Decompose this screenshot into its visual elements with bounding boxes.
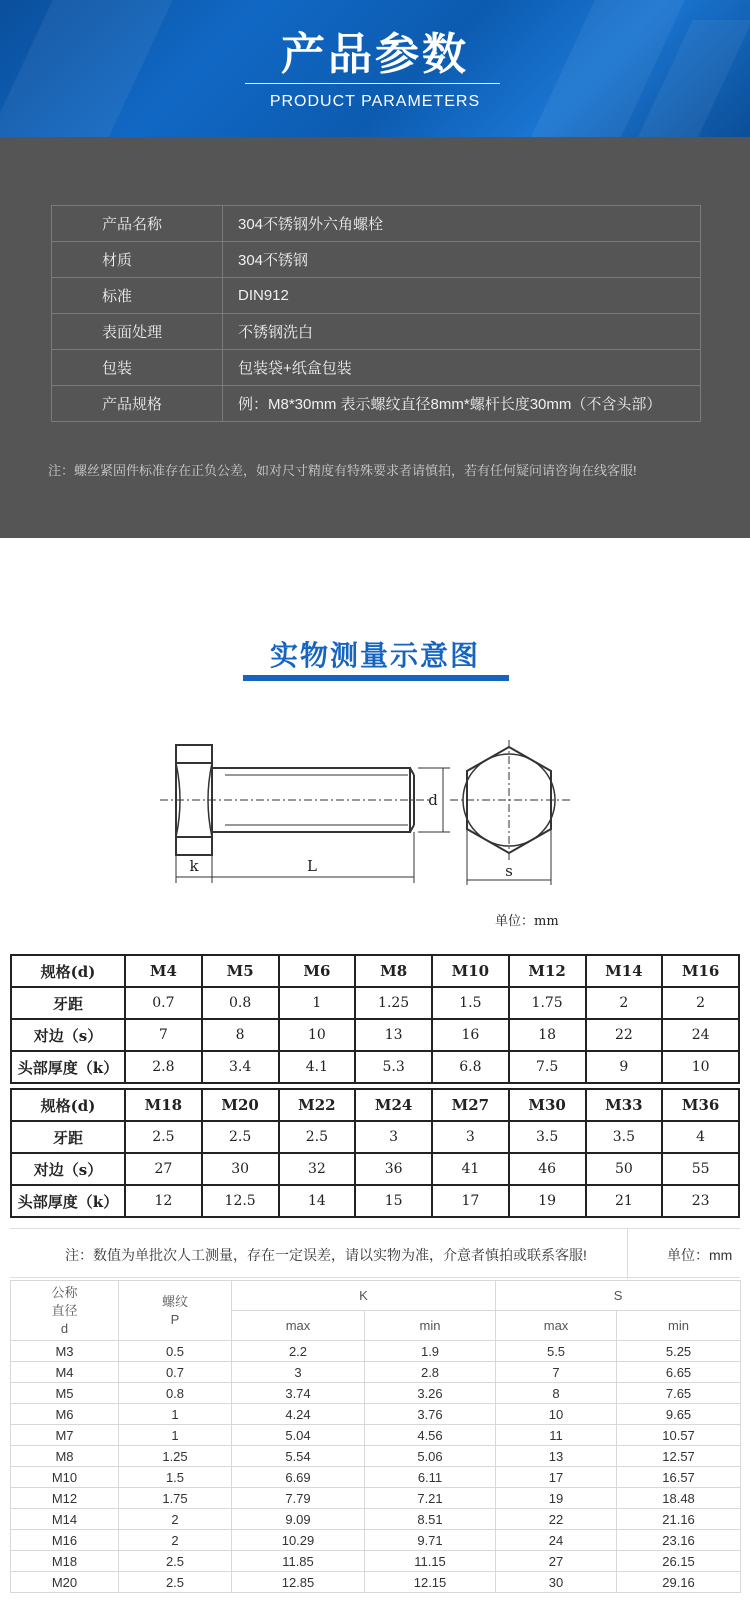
spec-size-header: M10 [432,955,509,987]
spec-cell: 30 [202,1153,279,1185]
header-pitch-line1: 螺纹 [161,1293,188,1309]
spec-size-header: M33 [586,1089,663,1121]
dimension-cell-smin: 21.16 [617,1509,741,1530]
spec-row [11,1185,739,1217]
header-diameter-line2: 直径 [51,1302,78,1318]
parameters-section [0,137,750,538]
dimension-cell-kmin: 1.9 [365,1341,496,1362]
dimension-row [11,1446,741,1467]
spec-header-row [11,955,739,987]
spec-size-header: M5 [202,955,279,987]
dimension-cell-smax: 24 [496,1530,617,1551]
dimension-cell-smin: 16.57 [617,1467,741,1488]
spec-cell: 9 [586,1051,663,1083]
header-diameter-line3: d [60,1320,69,1336]
header-k: K [232,1281,496,1311]
dimension-cell-kmin: 3.76 [365,1404,496,1425]
spec-cell: 32 [279,1153,356,1185]
header-k-min: min [365,1311,496,1341]
spec-cell: 7.5 [509,1051,586,1083]
dimension-cell-smin: 10.57 [617,1425,741,1446]
parameter-label: 产品规格 [52,386,223,422]
dimension-cell-kmin: 9.71 [365,1530,496,1551]
header-pitch-line2: P [170,1311,180,1327]
dimension-cell-p: 1.5 [119,1467,232,1488]
spec-table-1 [10,954,740,1084]
dimension-cell-kmax: 5.54 [232,1446,365,1467]
spec-cell: 16 [432,1019,509,1051]
spec-cell: 18 [509,1019,586,1051]
spec-size-header: M36 [662,1089,739,1121]
spec-size-header: M18 [125,1089,202,1121]
dimension-cell-p: 0.8 [119,1383,232,1404]
dimension-cell-kmin: 8.51 [365,1509,496,1530]
header-s-max: max [496,1311,617,1341]
dimension-cell-kmax: 7.79 [232,1488,365,1509]
dimension-cell-smax: 19 [496,1488,617,1509]
dimension-cell-kmax: 4.24 [232,1404,365,1425]
parameter-value: DIN912 [223,278,701,314]
spec-size-header: M27 [432,1089,509,1121]
spec-cell: 36 [355,1153,432,1185]
parameter-value: 不锈钢洗白 [223,314,701,350]
dimension-cell-p: 2.5 [119,1551,232,1572]
spec-row [11,1121,739,1153]
parameter-value: 304不锈钢 [223,242,701,278]
spec-cell: 3.5 [586,1121,663,1153]
note-divider [627,1229,628,1279]
header-pitch [119,1281,232,1341]
spec-row [11,1019,739,1051]
dimension-cell-d: M12 [11,1488,119,1509]
spec-size-header: M30 [509,1089,586,1121]
spec-cell: 1.25 [355,987,432,1019]
spec-cell: 7 [125,1019,202,1051]
dimension-cell-kmax: 9.09 [232,1509,365,1530]
dimension-cell-smin: 7.65 [617,1383,741,1404]
spec-cell: 2 [586,987,663,1019]
spec-header-label: 规格(d) [11,1089,125,1121]
spec-row-label: 对边（s） [11,1019,125,1051]
dimension-cell-smax: 7 [496,1362,617,1383]
spec-cell: 50 [586,1153,663,1185]
dimension-note: 注：数值为单批次人工测量，存在一定误差，请以实物为准，介意者慎拍或联系客服! [65,1247,587,1263]
diagram-section-title: 实物测量示意图 [269,640,480,671]
dimension-cell-smax: 11 [496,1425,617,1446]
spec-cell: 2.5 [279,1121,356,1153]
dimension-row [11,1341,741,1362]
dimension-cell-d: M8 [11,1446,119,1467]
dimension-row [11,1572,741,1593]
spec-cell: 1.75 [509,987,586,1019]
dimension-cell-smin: 9.65 [617,1404,741,1425]
spec-cell: 24 [662,1019,739,1051]
dimension-cell-kmin: 2.8 [365,1362,496,1383]
spec-size-header: M20 [202,1089,279,1121]
header-s: S [496,1281,741,1311]
spec-row-label: 牙距 [11,1121,125,1153]
spec-cell: 12.5 [202,1185,279,1217]
dimension-row [11,1404,741,1425]
dimension-cell-kmin: 3.26 [365,1383,496,1404]
spec-size-header: M8 [355,955,432,987]
dimension-cell-smax: 22 [496,1509,617,1530]
dimension-cell-smin: 18.48 [617,1488,741,1509]
dimension-header-row [11,1281,741,1311]
dimension-cell-kmax: 12.85 [232,1572,365,1593]
spec-cell: 55 [662,1153,739,1185]
diagram-unit-label: 单位：mm [495,914,559,929]
spec-cell: 2.5 [125,1121,202,1153]
dimension-cell-d: M4 [11,1362,119,1383]
dimension-cell-d: M18 [11,1551,119,1572]
dimension-row [11,1383,741,1404]
dimension-cell-smin: 5.25 [617,1341,741,1362]
dimension-cell-kmax: 11.85 [232,1551,365,1572]
parameter-value: 例：M8*30mm 表示螺纹直径8mm*螺杆长度30mm（不含头部） [223,386,701,422]
spec-size-header: M6 [279,955,356,987]
dimension-cell-smax: 30 [496,1572,617,1593]
parameters-note: 注：螺丝紧固件标准存在正负公差，如对尺寸精度有特殊要求者请慎拍，若有任何疑问请咨询在线客服! [48,463,637,478]
spec-size-header: M14 [586,955,663,987]
dimension-s-label: s [505,862,513,880]
dimension-row [11,1425,741,1446]
dimension-row [11,1530,741,1551]
spec-size-header: M16 [662,955,739,987]
parameter-row [52,314,701,350]
spec-row-label: 牙距 [11,987,125,1019]
dimension-d-label: d [428,791,438,809]
diagram-title-underline [243,675,509,681]
dimension-cell-smin: 6.65 [617,1362,741,1383]
spec-cell: 4 [662,1121,739,1153]
header-diameter [11,1281,119,1341]
dimension-cell-kmin: 4.56 [365,1425,496,1446]
dimension-cell-kmax: 2.2 [232,1341,365,1362]
parameter-row [52,206,701,242]
dimension-row [11,1488,741,1509]
dimension-table [10,1280,741,1593]
dimension-cell-p: 2.5 [119,1572,232,1593]
header-s-min: min [617,1311,741,1341]
spec-cell: 10 [662,1051,739,1083]
parameter-label: 表面处理 [52,314,223,350]
spec-row-label: 头部厚度（k） [11,1185,125,1217]
spec-cell: 0.7 [125,987,202,1019]
dimension-cell-d: M3 [11,1341,119,1362]
dimension-cell-kmin: 11.15 [365,1551,496,1572]
spec-cell: 17 [432,1185,509,1217]
dimension-cell-kmax: 3.74 [232,1383,365,1404]
dimension-cell-kmin: 12.15 [365,1572,496,1593]
spec-cell: 23 [662,1185,739,1217]
dimension-cell-p: 2 [119,1509,232,1530]
dimension-cell-kmin: 5.06 [365,1446,496,1467]
dimension-cell-smax: 8 [496,1383,617,1404]
dimension-cell-d: M10 [11,1467,119,1488]
spec-cell: 3.4 [202,1051,279,1083]
spec-cell: 12 [125,1185,202,1217]
dimension-cell-d: M16 [11,1530,119,1551]
spec-cell: 46 [509,1153,586,1185]
parameter-row [52,242,701,278]
spec-size-header: M24 [355,1089,432,1121]
spec-row [11,987,739,1019]
spec-cell: 22 [586,1019,663,1051]
parameters-table [51,205,701,422]
spec-cell: 10 [279,1019,356,1051]
dimension-cell-d: M14 [11,1509,119,1530]
spec-size-header: M22 [279,1089,356,1121]
parameter-label: 包装 [52,350,223,386]
spec-cell: 2.8 [125,1051,202,1083]
dimension-row [11,1551,741,1572]
dimension-cell-p: 1 [119,1404,232,1425]
spec-row-label: 对边（s） [11,1153,125,1185]
dimension-cell-d: M7 [11,1425,119,1446]
spec-row [11,1051,739,1083]
dimension-cell-d: M5 [11,1383,119,1404]
page-subtitle: PRODUCT PARAMETERS [269,93,481,110]
spec-row [11,1153,739,1185]
title-divider [245,83,500,84]
dimension-cell-smin: 12.57 [617,1446,741,1467]
dimension-cell-p: 1.75 [119,1488,232,1509]
dimension-cell-p: 0.7 [119,1362,232,1383]
spec-size-header: M4 [125,955,202,987]
spec-cell: 3.5 [509,1121,586,1153]
parameter-label: 产品名称 [52,206,223,242]
dimension-cell-kmax: 3 [232,1362,365,1383]
spec-cell: 5.3 [355,1051,432,1083]
spec-cell: 2.5 [202,1121,279,1153]
spec-cell: 6.8 [432,1051,509,1083]
spec-size-header: M12 [509,955,586,987]
spec-cell: 14 [279,1185,356,1217]
page-title: 产品参数 [281,30,469,79]
dimension-cell-smin: 23.16 [617,1530,741,1551]
header-banner [0,0,750,137]
dimension-row [11,1362,741,1383]
parameter-label: 材质 [52,242,223,278]
spec-cell: 15 [355,1185,432,1217]
dimension-cell-kmax: 5.04 [232,1425,365,1446]
dimension-cell-d: M20 [11,1572,119,1593]
spec-cell: 1 [279,987,356,1019]
header-diameter-line1: 公称 [51,1284,78,1300]
dimension-cell-p: 1.25 [119,1446,232,1467]
dimension-cell-smax: 27 [496,1551,617,1572]
dimension-cell-smax: 10 [496,1404,617,1425]
dimension-cell-d: M6 [11,1404,119,1425]
spec-header-row [11,1089,739,1121]
parameter-row [52,278,701,314]
spec-table-2 [10,1088,740,1218]
spec-cell: 13 [355,1019,432,1051]
spec-cell: 3 [355,1121,432,1153]
dimension-note-bar [10,1228,740,1278]
dimension-cell-kmin: 7.21 [365,1488,496,1509]
spec-cell: 41 [432,1153,509,1185]
spec-cell: 21 [586,1185,663,1217]
dimension-cell-kmax: 6.69 [232,1467,365,1488]
dimension-cell-smax: 5.5 [496,1341,617,1362]
header-k-max: max [232,1311,365,1341]
dimension-cell-kmin: 6.11 [365,1467,496,1488]
dimension-row [11,1509,741,1530]
dimension-cell-p: 2 [119,1530,232,1551]
dimension-row [11,1467,741,1488]
spec-cell: 27 [125,1153,202,1185]
spec-cell: 8 [202,1019,279,1051]
spec-header-label: 规格(d) [11,955,125,987]
parameter-label: 标准 [52,278,223,314]
dimension-cell-smin: 26.15 [617,1551,741,1572]
spec-row-label: 头部厚度（k） [11,1051,125,1083]
parameter-value: 304不锈钢外六角螺栓 [223,206,701,242]
spec-cell: 0.8 [202,987,279,1019]
parameter-row [52,350,701,386]
parameter-row [52,386,701,422]
dimension-cell-kmax: 10.29 [232,1530,365,1551]
spec-cell: 4.1 [279,1051,356,1083]
dimension-cell-smax: 13 [496,1446,617,1467]
spec-cell: 3 [432,1121,509,1153]
bolt-diagram [150,735,590,905]
dimension-L-label: L [307,857,317,875]
spec-cell: 2 [662,987,739,1019]
dimension-cell-smin: 29.16 [617,1572,741,1593]
spec-cell: 19 [509,1185,586,1217]
dimension-unit: 单位：mm [667,1247,733,1263]
dimension-cell-p: 1 [119,1425,232,1446]
dimension-k-label: k [189,857,199,875]
dimension-cell-smax: 17 [496,1467,617,1488]
dimension-cell-p: 0.5 [119,1341,232,1362]
parameter-value: 包装袋+纸盒包装 [223,350,701,386]
spec-cell: 1.5 [432,987,509,1019]
